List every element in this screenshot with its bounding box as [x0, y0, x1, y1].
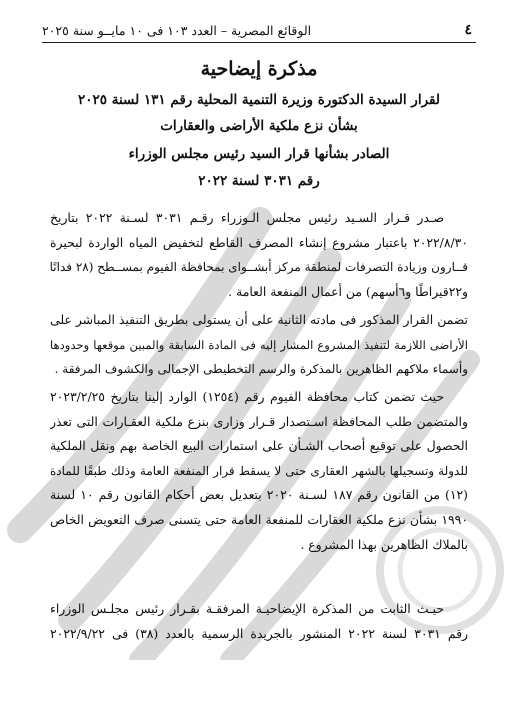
paragraph-4	[50, 597, 468, 646]
paragraph-line: رقم ٣٠٣١ لسنة ٢٠٢٢ المنشور بالجريدة الرسمية بالعدد (٣٨) فى ٢٠٢٢/٩/٢٢	[50, 625, 468, 641]
paragraph-line: بالملاك الظاهرين بهذا المشروع .	[300, 536, 468, 552]
paragraph-line: ٢٠٢٢/٨/٣٠ باعتبار مشروع إنشاء المصرف القاطع لتخفيض المياه الواردة لبحيرة	[50, 234, 468, 250]
paragraph-1	[50, 206, 468, 304]
paragraph-line: للدولة وتسجيلها بالشهر العقارى حتى لا يسقط قرار المنفعة العامة وذلك طبقًا للمادة	[50, 463, 468, 478]
paragraph-line: ١٩٩٠ بشأن نزع ملكية العقارات للمنفعة العامة حتى يتسنى صرف التعويض الخاص	[50, 511, 468, 527]
paragraph-line: الحصول على توقيع أصحاب الشـأن على استمارات البيع الخاصة بهم ونقل الملكية	[50, 438, 468, 454]
subtitle-line-4: رقم ٣٠٣١ لسنة ٢٠٢٢	[198, 173, 320, 189]
paragraph-2	[50, 308, 468, 382]
page-header	[42, 18, 476, 43]
paragraph-line: تضمن القرار المذكور فى مادته الثانية على أن يستولى بطريق التنفيذ المباشر على	[50, 312, 468, 327]
subtitle-line-1: لقرار السيدة الدكتورة وزيرة التنمية المحلية رقم ١٣١ لسنة ٢٠٢٥	[78, 92, 440, 108]
page-number: ٤	[464, 22, 472, 38]
paragraph-line: حيث تضمن كتاب محافظة الفيوم رقم (١٢٥٤) الوارد إلينا بتاريخ ٢٠٢٣/٢/٢٥	[50, 389, 444, 404]
subtitle-line-3: الصادر بشأنها قرار السيد رئيس مجلس الوزراء	[128, 146, 390, 162]
document-title: مذكرة إيضاحية	[200, 58, 318, 80]
publication-line: الوقائع المصرية – العدد ١٠٣ فى ١٠ مايــو سنة ٢٠٢٥	[42, 22, 312, 38]
paragraph-line: صـدر قـرار السـيد رئيس مجلس الـوزراء رقـم ٣٠٣١ لسـنة ٢٠٢٢ بتاريخ	[50, 210, 444, 225]
paragraph-line: و٢٢قيراطًا و٦أسهم) من أعمال المنفعة العامة .	[228, 283, 468, 299]
paragraph-line: قــارون وزيادة التصرفات لمنطقة مركز أبشــواى بمحافظة الفيوم بمســطح (٢٨ فدانًا	[50, 260, 468, 275]
paragraph-line: الأراضى اللازمة لتنفيذ المشروع المشار إليه فى المادة السابقة والمبين موقعها وحدودها	[50, 337, 468, 352]
paragraph-line: (١٢) من القانون رقم ١٨٧ لسـنة ٢٠٢٠ بتعديل بعض أحكام القانون رقم ١٠ لسنة	[50, 487, 468, 503]
paragraph-3	[50, 385, 468, 557]
paragraph-line: وأسماء ملاكهم الظاهرين بالمذكرة والرسم التخطيطى الإجمالى والكشوف المرفقة .	[54, 362, 468, 377]
paragraph-line: حيـث الثابت من المذكرة الإيضاحيـة المرفقـة بقـرار رئيس مجلـس الوزراء	[50, 601, 444, 616]
paragraph-line: والمتضمن طلب المحافظة اسـتصدار قـرار وزارى بنزع ملكية العقـارات التى تعذر	[50, 413, 468, 429]
subtitle-line-2: بشأن نزع ملكية الأراضى والعقارات	[160, 118, 358, 134]
